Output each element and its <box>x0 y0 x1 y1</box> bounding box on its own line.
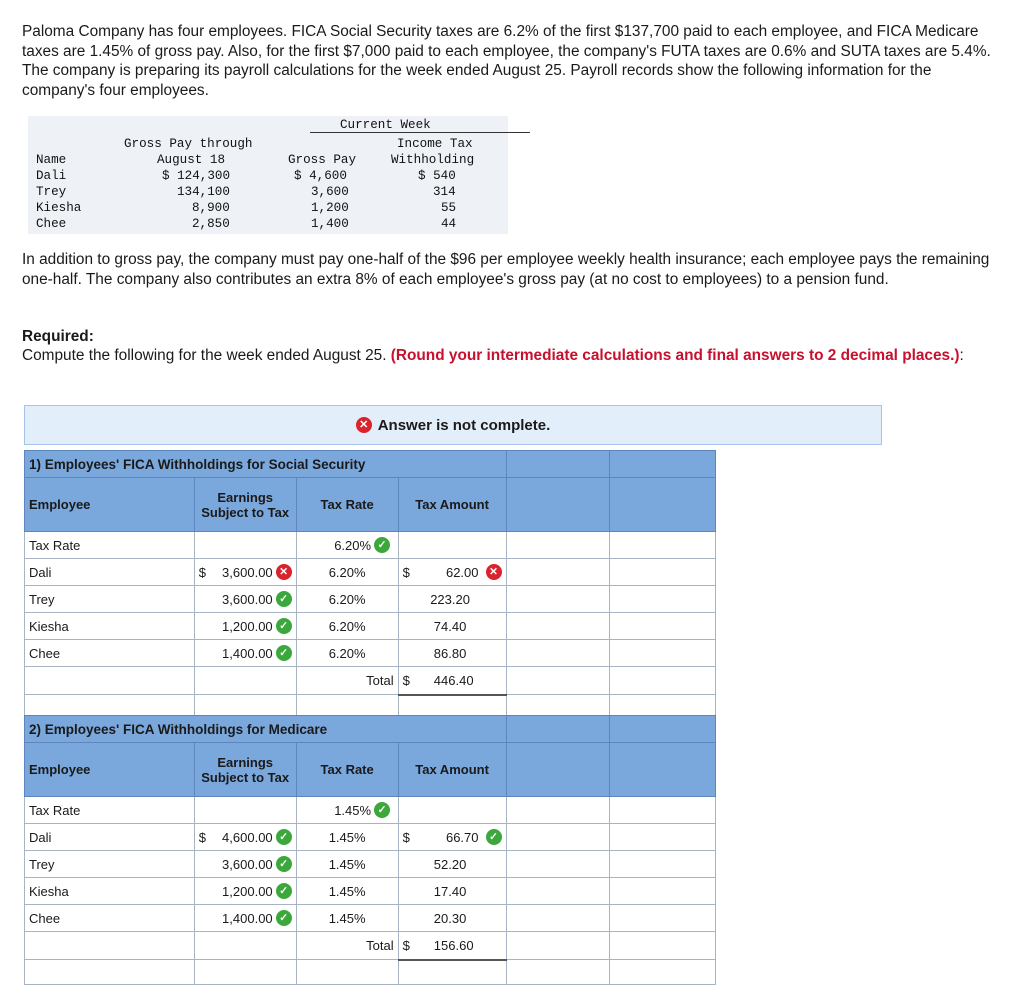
x-circle-icon: ✕ <box>276 564 292 580</box>
header-employee: Employee <box>25 478 195 532</box>
blank-cell <box>506 640 610 667</box>
current-week-header: Current Week <box>340 118 431 132</box>
title-blank-cell <box>506 716 610 743</box>
dollar-sign: $ <box>402 564 410 580</box>
earnings-input[interactable] <box>194 905 296 932</box>
check-icon: ✓ <box>486 829 502 845</box>
check-icon: ✓ <box>374 537 390 553</box>
earnings-value: 1,400.00 <box>222 645 273 661</box>
earnings-value: 1,200.00 <box>222 883 273 899</box>
tax-rate-input[interactable] <box>296 797 398 824</box>
tax-amount-input[interactable] <box>398 851 506 878</box>
row-tax-rate: 6.20% <box>296 559 398 586</box>
blank-cell <box>506 932 610 960</box>
tax-amount-value: 223.20 <box>430 591 470 607</box>
row-tax-rate: 6.20% <box>296 640 398 667</box>
tax-amount-input[interactable] <box>398 559 506 586</box>
row-through: 134,100 <box>177 185 230 199</box>
row-tax: 55 <box>441 201 457 215</box>
total-input[interactable] <box>398 932 506 960</box>
total-value: 156.60 <box>433 937 474 953</box>
answer-status-banner <box>24 405 882 445</box>
title-blank-cell <box>506 451 610 478</box>
medicare-table <box>24 715 716 985</box>
employee-name: Trey <box>25 586 195 613</box>
row-tax-rate: 1.45% <box>296 851 398 878</box>
check-icon: ✓ <box>276 883 292 899</box>
blank-cell <box>398 960 506 985</box>
col-gross-pay: Gross Pay <box>288 153 357 167</box>
rounding-note: (Round your intermediate calculations and final answers to 2 decimal places.) <box>390 347 960 364</box>
earnings-value: 4,600.00 <box>222 829 273 845</box>
blank-cell <box>610 797 716 824</box>
row-name: Kiesha <box>36 201 82 215</box>
blank-cell <box>194 960 296 985</box>
header-blank <box>506 743 610 797</box>
row-tax: 44 <box>441 217 457 231</box>
blank-cell <box>610 532 716 559</box>
tax-amount-input[interactable] <box>398 824 506 851</box>
blank-cell <box>610 559 716 586</box>
check-icon: ✓ <box>276 910 292 926</box>
blank-cell <box>194 532 296 559</box>
blank-cell <box>506 797 610 824</box>
tax-amount-input[interactable] <box>398 640 506 667</box>
header-blank <box>506 478 610 532</box>
col-gross-through-1: Gross Pay through <box>124 137 253 151</box>
tax-amount-input[interactable] <box>398 613 506 640</box>
x-circle-icon: ✕ <box>486 564 502 580</box>
blank-cell <box>398 797 506 824</box>
row-name: Trey <box>36 185 67 199</box>
blank-cell <box>296 960 398 985</box>
table-row <box>25 640 716 667</box>
blank-cell <box>506 824 610 851</box>
row-through: 2,850 <box>192 217 230 231</box>
col-gross-through-2: August 18 <box>157 153 226 167</box>
header-tax-amount: Tax Amount <box>398 478 506 532</box>
required-colon: : <box>959 347 964 364</box>
table-row <box>25 586 716 613</box>
blank-cell <box>610 824 716 851</box>
header-employee: Employee <box>25 743 195 797</box>
blank-cell <box>194 932 296 960</box>
blank-cell <box>506 878 610 905</box>
employee-name: Chee <box>25 905 195 932</box>
table-row <box>25 559 716 586</box>
blank-cell <box>506 667 610 695</box>
blank-cell <box>25 960 195 985</box>
earnings-input[interactable] <box>194 878 296 905</box>
problem-intro: Paloma Company has four employees. FICA Social Security taxes are 6.2% of the first $137,700 paid to each employee, and FICA Medicare taxes are 1.45% of gross pay. Also, for the first $7,000 paid to each employee, the company's FUTA taxes are 0.6% and SUTA taxes are 5.4%. The company is preparing its payroll calculations for the week ended August 25. Payroll records show the following information for the company's four employees. <box>22 23 991 99</box>
employee-name: Dali <box>25 559 195 586</box>
blank-cell <box>610 905 716 932</box>
header-tax-rate: Tax Rate <box>296 743 398 797</box>
earnings-input[interactable] <box>194 613 296 640</box>
blank-cell <box>194 797 296 824</box>
row-through: $ 124,300 <box>162 169 231 183</box>
earnings-input[interactable] <box>194 640 296 667</box>
earnings-value: 1,200.00 <box>222 618 273 634</box>
blank-cell <box>610 586 716 613</box>
total-label: Total <box>296 667 398 695</box>
total-input[interactable] <box>398 667 506 695</box>
row-tax-rate: 6.20% <box>296 613 398 640</box>
x-circle-icon: ✕ <box>356 417 372 433</box>
blank-cell <box>506 960 610 985</box>
dollar-sign: $ <box>198 564 206 580</box>
table-row <box>25 878 716 905</box>
tax-amount-value: 52.20 <box>433 856 467 872</box>
title-blank-cell <box>610 451 716 478</box>
col-name: Name <box>36 153 67 167</box>
row-tax-rate: 6.20% <box>296 586 398 613</box>
row-name: Chee <box>36 217 67 231</box>
row-tax-rate: 1.45% <box>296 905 398 932</box>
tax-rate-label: Tax Rate <box>25 532 195 559</box>
payroll-records-table <box>28 116 508 234</box>
tax-amount-input[interactable] <box>398 586 506 613</box>
dollar-sign: $ <box>402 829 410 845</box>
check-icon: ✓ <box>276 618 292 634</box>
check-icon: ✓ <box>374 802 390 818</box>
tax-amount-value: 62.00 <box>445 564 479 580</box>
blank-cell <box>610 851 716 878</box>
tax-amount-value: 20.30 <box>433 910 467 926</box>
table-row <box>25 851 716 878</box>
header-earnings: Earnings Subject to Tax <box>194 743 296 797</box>
table-row <box>25 905 716 932</box>
row-tax-rate: 1.45% <box>296 878 398 905</box>
blank-cell <box>506 613 610 640</box>
section-title: 1) Employees' FICA Withholdings for Social Security <box>25 451 507 478</box>
blank-cell <box>506 905 610 932</box>
blank-cell <box>610 640 716 667</box>
employee-name: Kiesha <box>25 878 195 905</box>
tax-amount-value: 74.40 <box>433 618 467 634</box>
blank-cell <box>610 960 716 985</box>
blank-cell <box>610 667 716 695</box>
tax-amount-value: 66.70 <box>445 829 479 845</box>
earnings-value: 3,600.00 <box>222 564 273 580</box>
banner-text: Answer is not complete. <box>377 416 551 434</box>
header-tax-amount: Tax Amount <box>398 743 506 797</box>
earnings-value: 1,400.00 <box>222 910 273 926</box>
header-blank <box>610 478 716 532</box>
row-tax: $ 540 <box>418 169 456 183</box>
blank-cell <box>506 559 610 586</box>
section-title: 2) Employees' FICA Withholdings for Medicare <box>25 716 507 743</box>
header-blank <box>610 743 716 797</box>
tax-rate-label: Tax Rate <box>25 797 195 824</box>
total-value: 446.40 <box>433 672 474 688</box>
employee-name: Dali <box>25 824 195 851</box>
dollar-sign: $ <box>402 937 410 953</box>
col-income-tax-2: Withholding <box>391 153 475 167</box>
tax-amount-value: 86.80 <box>433 645 467 661</box>
check-icon: ✓ <box>276 591 292 607</box>
tax-rate-value: 6.20% <box>334 537 372 553</box>
employee-name: Chee <box>25 640 195 667</box>
check-icon: ✓ <box>276 829 292 845</box>
blank-cell <box>610 878 716 905</box>
earnings-value: 3,600.00 <box>222 856 273 872</box>
check-icon: ✓ <box>276 645 292 661</box>
employee-name: Kiesha <box>25 613 195 640</box>
row-gross: 3,600 <box>311 185 349 199</box>
blank-cell <box>506 532 610 559</box>
blank-cell <box>610 613 716 640</box>
blank-cell <box>194 667 296 695</box>
blank-cell <box>25 667 195 695</box>
check-icon: ✓ <box>276 856 292 872</box>
col-income-tax-1: Income Tax <box>397 137 473 151</box>
earnings-input[interactable] <box>194 851 296 878</box>
row-gross: 1,200 <box>311 201 349 215</box>
total-label: Total <box>296 932 398 960</box>
row-name: Dali <box>36 169 67 183</box>
row-gross: $ 4,600 <box>294 169 347 183</box>
header-tax-rate: Tax Rate <box>296 478 398 532</box>
earnings-input[interactable] <box>194 586 296 613</box>
social-security-table <box>24 450 716 720</box>
dollar-sign: $ <box>198 829 206 845</box>
required-text: Compute the following for the week ended August 25. <box>22 347 387 364</box>
tax-rate-input[interactable] <box>296 532 398 559</box>
current-week-rule <box>310 132 530 133</box>
earnings-input[interactable] <box>194 559 296 586</box>
earnings-input[interactable] <box>194 824 296 851</box>
tax-amount-value: 17.40 <box>433 883 467 899</box>
tax-amount-input[interactable] <box>398 878 506 905</box>
blank-cell <box>25 932 195 960</box>
blank-cell <box>506 586 610 613</box>
title-blank-cell <box>610 716 716 743</box>
blank-cell <box>610 932 716 960</box>
employee-name: Trey <box>25 851 195 878</box>
table-row <box>25 613 716 640</box>
blank-cell <box>506 851 610 878</box>
tax-amount-input[interactable] <box>398 905 506 932</box>
header-earnings: Earnings Subject to Tax <box>194 478 296 532</box>
required-label: Required: <box>22 328 94 345</box>
tax-rate-value: 1.45% <box>334 802 372 818</box>
row-tax: 314 <box>433 185 456 199</box>
addition-paragraph: In addition to gross pay, the company must pay one-half of the $96 per employee weekly health insurance; each employee pays the remaining one-half. The company also contributes an extra 8% of each employee's gross pay (at no cost to employees) to a pension fund. <box>22 251 990 288</box>
earnings-value: 3,600.00 <box>222 591 273 607</box>
required-instructions <box>22 346 1002 366</box>
table-row <box>25 824 716 851</box>
row-gross: 1,400 <box>311 217 349 231</box>
row-through: 8,900 <box>192 201 230 215</box>
dollar-sign: $ <box>402 672 410 688</box>
blank-cell <box>398 532 506 559</box>
row-tax-rate: 1.45% <box>296 824 398 851</box>
